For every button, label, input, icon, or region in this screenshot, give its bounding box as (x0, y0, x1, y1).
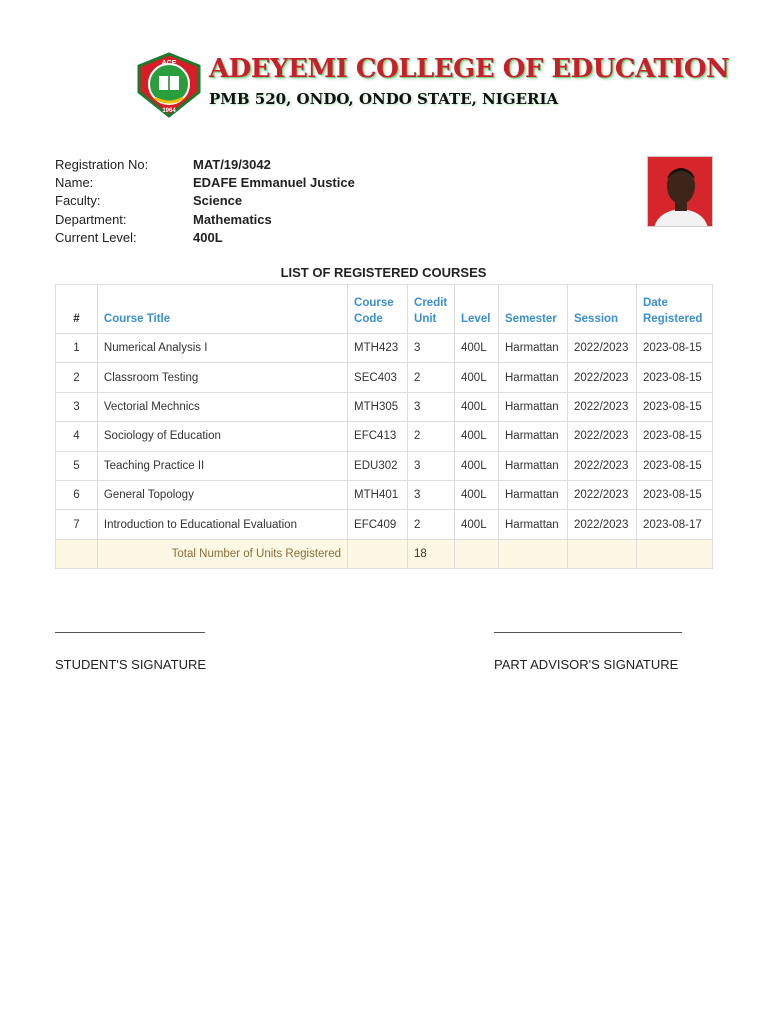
cell-course-title: Teaching Practice II (97, 451, 347, 480)
table-row (56, 363, 713, 392)
cell-number: 7 (56, 510, 98, 539)
table-row (56, 510, 713, 539)
college-name: ADEYEMI COLLEGE OF EDUCATION (209, 54, 730, 84)
cell-semester: Harmattan (499, 451, 568, 480)
total-empty-cell (636, 539, 712, 568)
cell-date: 2023-08-15 (636, 392, 712, 421)
registered-courses-table (55, 284, 713, 569)
cell-credit-unit: 2 (408, 510, 455, 539)
college-logo (135, 52, 203, 118)
student-photo (647, 156, 713, 227)
department-value: Mathematics (193, 211, 272, 227)
cell-number: 6 (56, 480, 98, 509)
table-row (56, 422, 713, 451)
info-label: Department: (55, 211, 127, 227)
student-name: EDAFE Emmanuel Justice (193, 174, 355, 190)
cell-level: 400L (455, 510, 499, 539)
current-level-value: 400L (193, 229, 223, 245)
info-row-department (55, 210, 355, 228)
col-header-semester[interactable]: Semester (499, 285, 568, 334)
col-header-course-code[interactable]: Course Code (348, 285, 408, 334)
total-units-label: Total Number of Units Registered (97, 539, 347, 568)
cell-level: 400L (455, 392, 499, 421)
cell-credit-unit: 2 (408, 422, 455, 451)
info-row-name (55, 173, 355, 191)
cell-semester: Harmattan (499, 422, 568, 451)
cell-session: 2022/2023 (567, 363, 636, 392)
cell-course-title: Classroom Testing (97, 363, 347, 392)
cell-course-title: Introduction to Educational Evaluation (97, 510, 347, 539)
cell-credit-unit: 3 (408, 392, 455, 421)
col-header-session[interactable]: Session (567, 285, 636, 334)
total-empty-cell (567, 539, 636, 568)
student-info (55, 155, 355, 246)
cell-date: 2023-08-15 (636, 422, 712, 451)
cell-number: 2 (56, 363, 98, 392)
advisor-signature-label: PART ADVISOR'S SIGNATURE (494, 657, 679, 672)
cell-date: 2023-08-15 (636, 334, 712, 363)
svg-text:1964: 1964 (162, 108, 176, 114)
cell-course-code: SEC403 (348, 363, 408, 392)
cell-semester: Harmattan (499, 480, 568, 509)
faculty-value: Science (193, 193, 243, 209)
cell-course-title: Vectorial Mechnics (97, 392, 347, 421)
col-header-course-title[interactable]: Course Title (97, 285, 347, 334)
svg-text:ACE: ACE (161, 60, 177, 67)
cell-semester: Harmattan (499, 363, 568, 392)
cell-semester: Harmattan (499, 334, 568, 363)
cell-course-title: Sociology of Education (97, 422, 347, 451)
cell-semester: Harmattan (499, 510, 568, 539)
cell-course-title: General Topology (97, 480, 347, 509)
info-label: Registration No: (55, 156, 149, 172)
cell-course-code: MTH305 (348, 392, 408, 421)
table-row (56, 451, 713, 480)
cell-date: 2023-08-15 (636, 451, 712, 480)
table-row (56, 480, 713, 509)
cell-course-code: EFC413 (348, 422, 408, 451)
info-row-faculty (55, 192, 355, 210)
cell-credit-unit: 3 (408, 334, 455, 363)
info-label: Current Level: (55, 229, 137, 245)
college-address: PMB 520, ONDO, ONDO STATE, NIGERIA (209, 90, 559, 108)
cell-number: 3 (56, 392, 98, 421)
registration-number: MAT/19/3042 (193, 156, 271, 172)
col-header-number: # (56, 285, 98, 334)
table-row (56, 392, 713, 421)
cell-level: 400L (455, 480, 499, 509)
cell-course-title: Numerical Analysis I (97, 334, 347, 363)
cell-session: 2022/2023 (567, 510, 636, 539)
info-label: Faculty: (55, 193, 101, 209)
cell-course-code: EDU302 (348, 451, 408, 480)
cell-credit-unit: 3 (408, 451, 455, 480)
student-signature-line (55, 632, 205, 634)
info-label: Name: (55, 174, 94, 190)
col-header-credit-unit[interactable]: Credit Unit (408, 285, 455, 334)
cell-level: 400L (455, 422, 499, 451)
table-header-row (56, 285, 713, 334)
total-units-row (56, 539, 713, 568)
cell-credit-unit: 2 (408, 363, 455, 392)
total-empty-cell (455, 539, 499, 568)
cell-course-code: EFC409 (348, 510, 408, 539)
cell-session: 2022/2023 (567, 480, 636, 509)
cell-number: 5 (56, 451, 98, 480)
info-row-registration (55, 155, 355, 173)
total-empty-cell (348, 539, 408, 568)
cell-session: 2022/2023 (567, 334, 636, 363)
cell-level: 400L (455, 334, 499, 363)
student-signature-label: STUDENT'S SIGNATURE (55, 657, 207, 672)
cell-date: 2023-08-17 (636, 510, 712, 539)
cell-date: 2023-08-15 (636, 480, 712, 509)
total-units-value: 18 (408, 539, 455, 568)
table-row (56, 334, 713, 363)
cell-course-code: MTH423 (348, 334, 408, 363)
course-list-title: LIST OF REGISTERED COURSES (280, 265, 487, 280)
cell-date: 2023-08-15 (636, 363, 712, 392)
student-photo-image (648, 157, 713, 227)
info-row-level (55, 228, 355, 246)
cell-session: 2022/2023 (567, 422, 636, 451)
cell-semester: Harmattan (499, 392, 568, 421)
total-empty-cell (56, 539, 98, 568)
college-header (135, 50, 730, 120)
cell-session: 2022/2023 (567, 392, 636, 421)
cell-session: 2022/2023 (567, 451, 636, 480)
cell-credit-unit: 3 (408, 480, 455, 509)
cell-number: 1 (56, 334, 98, 363)
advisor-signature-line (494, 632, 682, 634)
cell-level: 400L (455, 363, 499, 392)
cell-level: 400L (455, 451, 499, 480)
cell-course-code: MTH401 (348, 480, 408, 509)
total-empty-cell (499, 539, 568, 568)
col-header-date-registered[interactable]: Date Registered (636, 285, 712, 334)
col-header-level[interactable]: Level (455, 285, 499, 334)
cell-number: 4 (56, 422, 98, 451)
